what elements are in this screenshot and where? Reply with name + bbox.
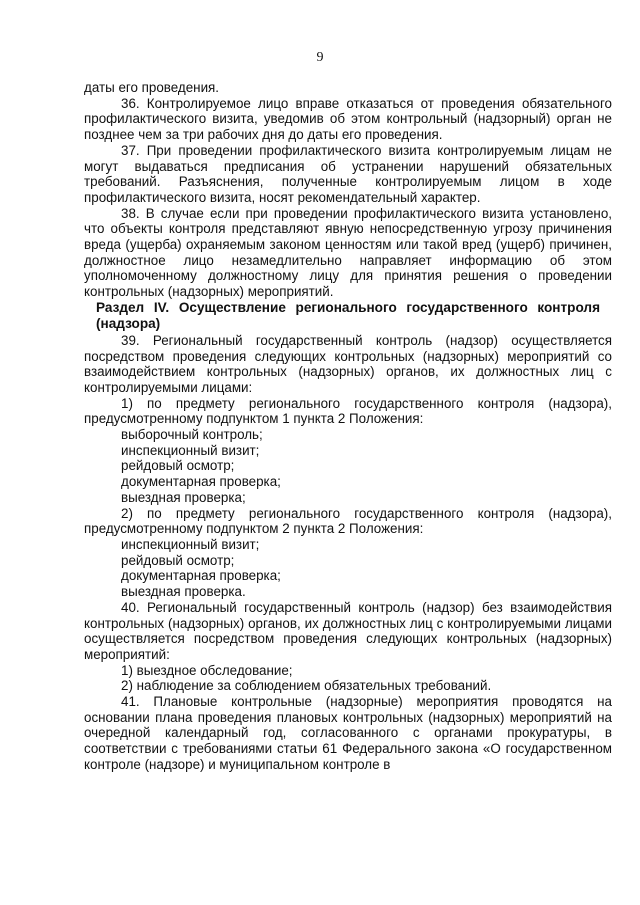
list-item: выборочный контроль; bbox=[121, 427, 263, 443]
paragraph: 37. При проведении профилактического визита контролируемым лицам не могут выдаваться предписания об устранении нарушений обязательных требований. Разъяснения, полученные контролируемым лицом в ходе профилактического визита, носят рекомендательный характер. bbox=[84, 142, 612, 205]
paragraph: 1) по предмету регионального государственного контроля (надзора), предусмотренному подпунктом 1 пункта 2 Положения: bbox=[84, 395, 612, 427]
list-item: выездная проверка. bbox=[121, 584, 246, 600]
section-heading: Раздел IV. Осуществление регионального государственного контроля (надзора) bbox=[96, 299, 600, 332]
list-item: документарная проверка; bbox=[121, 568, 281, 584]
paragraph: 40. Региональный государственный контроль (надзор) без взаимодействия контрольных (надзорных) органов, их должностных лиц с контролируемыми лицами осуществляется посредством проведения следующих контрольных (надзорных) мероприятий: bbox=[84, 599, 612, 662]
paragraph: 2) наблюдение за соблюдением обязательных требований. bbox=[121, 678, 492, 694]
paragraphs-top bbox=[84, 80, 612, 300]
document-body bbox=[84, 80, 612, 773]
list-item: инспекционный визит; bbox=[121, 442, 260, 458]
paragraphs-bottom bbox=[84, 333, 612, 773]
list-item: документарная проверка; bbox=[121, 474, 281, 490]
paragraph: 2) по предмету регионального государственного контроля (надзора), предусмотренному подпунктом 2 пункта 2 Положения: bbox=[84, 505, 612, 537]
paragraph: 41. Плановые контрольные (надзорные) мероприятия проводятся на основании плана проведения плановых контрольных (надзорных) мероприятий на очередной календарный год, согласованного с органами прокуратуры, в соответствии с требованиями статьи 61 Федерального закона «О государственном контроле (надзоре) и муниципальном контроле в bbox=[84, 694, 612, 772]
list-item: рейдовый осмотр; bbox=[121, 552, 235, 568]
paragraph: даты его проведения. bbox=[84, 80, 220, 95]
list-item: рейдовый осмотр; bbox=[121, 458, 235, 474]
page-number: 9 bbox=[316, 50, 324, 65]
paragraph: 38. В случае если при проведении профилактического визита установлено, что объекты контроля представляют явную непосредственную угрозу причинения вреда (ущерба) охраняемым законом ценностям или такой вред (ущерб) причинен, должностное лицо незамедлительно направляет информацию об этом уполномоченному должностному лицу для принятия решения о проведении контрольных (надзорных) мероприятий. bbox=[84, 205, 612, 300]
list-item: выездная проверка; bbox=[121, 489, 246, 505]
paragraph: 36. Контролируемое лицо вправе отказаться от проведения обязательного профилактического визита, уведомив об этом контрольный (надзорный) орган не позднее чем за три рабочих дня до даты его проведения. bbox=[84, 95, 612, 143]
list-item: инспекционный визит; bbox=[121, 536, 260, 552]
paragraph: 39. Региональный государственный контроль (надзор) осуществляется посредством проведения следующих контрольных (надзорных) мероприятий со взаимодействием контрольных (надзорных) органов, их должностных лиц с контролируемыми лицами: bbox=[84, 332, 612, 395]
paragraph: 1) выездное обследование; bbox=[121, 662, 293, 678]
